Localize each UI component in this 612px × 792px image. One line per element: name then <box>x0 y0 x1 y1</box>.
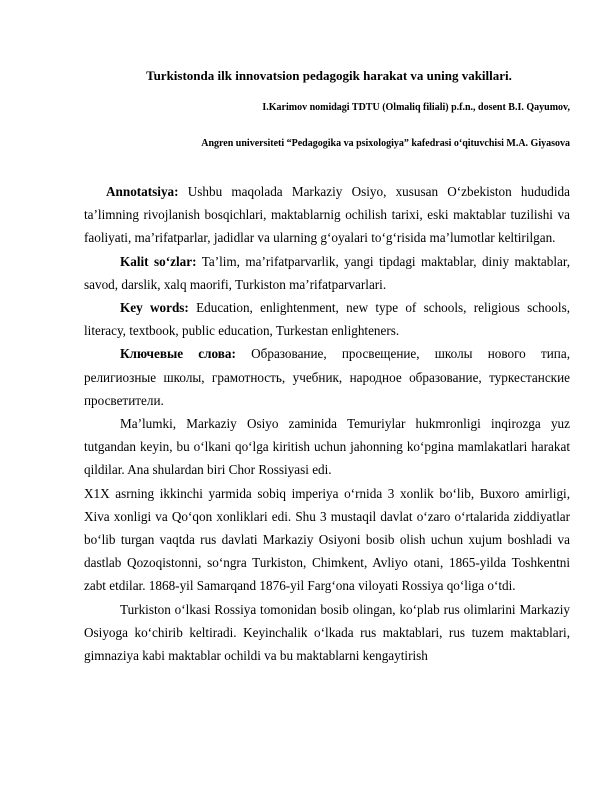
keywords-uz-paragraph <box>84 250 570 296</box>
paper-title: Turkistonda ilk innovatsion pedagogik harakat va uning vakillari. <box>146 68 512 83</box>
body-paragraph-2: X1X asrning ikkinchi yarmida sobiq imperiya o‘rnida 3 xonlik bo‘lib, Buxoro amirligi, Xiva xonligi va Qo‘qon xonliklari edi. Shu 3 mustaqil davlat o‘zaro o‘rtalarida ziddiyatlar bo‘lib turgan vaqtda rus davlati Markaziy Osiyoni bosib olish uchun xujum boshladi va dastlab Qozoqistonni, so‘ngra Turkiston, Chimkent, Avliyo otani, 1865-yilda Toshkentni zabt etdilar. 1868-yil Samarqand 1876-yil Farg‘ona viloyati Rossiya qo‘liga o‘tdi. <box>84 485 570 594</box>
keywords-en-label: Key words: <box>120 300 189 316</box>
body-paragraph-1: Ma’lumki, Markaziy Osiyo zaminida Temuriylar hukmronligi inqirozga yuz tutgandan keyin, bu o‘lkani qo‘lga kiritish uchun jahonning ko‘pgina mamlakatlari harakat qildilar. Ana shulardan biri Chor Rossiyasi edi. <box>84 416 570 478</box>
paper-body <box>84 180 570 667</box>
annotation-text: Ushbu maqolada Markaziy Osiyo, xususan O‘zbekiston hududida ta’limning rivojlanish bosqichlari, maktablarnig ochilish tarixi, eski maktablar tuzilishi va faoliyati, ma’rifatparlar, jadidlar va ularning g‘oyalari to‘g‘risida ma’lumotlar keltirilgan. <box>84 184 570 246</box>
author-line-2: Angren universiteti “Pedagogika va psixologiya” kafedrasi o‘qituvchisi M.A. Giyasova <box>201 138 570 149</box>
annotation-label: Annotatsiya: <box>106 184 179 199</box>
keywords-uz-text: Ta’lim, ma’rifatparvarlik, yangi tipdagi maktablar, diniy maktablar, savod, darslik, xalq maorifi, Turkiston ma’rifatparvarlari. <box>84 253 571 292</box>
keywords-uz-label: Kalit so‘zlar: <box>120 253 197 269</box>
keywords-ru-label: Ключевые слова: <box>120 346 236 362</box>
keywords-ru-text: Образование, просвещение, школы нового типа, религиозные школы, грамотность, учебник, народное образование, туркестанские просветители. <box>84 346 570 408</box>
annotation-paragraph <box>84 180 570 250</box>
keywords-en-text: Education, enlightenment, new type of schools, religious schools, literacy, textbook, public education, Turkestan enlighteners. <box>84 300 570 339</box>
keywords-ru-paragraph <box>84 342 570 412</box>
author-line-1: I.Karimov nomidagi TDTU (Olmaliq filiali) p.f.n., dosent B.I. Qayumov, <box>262 102 570 113</box>
keywords-en-paragraph <box>84 296 570 342</box>
body-paragraph-3: Turkiston o‘lkasi Rossiya tomonidan bosib olingan, ko‘plab rus olimlarini Markaziy Osiyoga ko‘chirib keltiradi. Keyinchalik o‘lkada rus maktablari, rus tuzem maktablari, gimnaziya kabi maktablar ochildi va bu maktablarni kengaytirish <box>84 601 570 664</box>
